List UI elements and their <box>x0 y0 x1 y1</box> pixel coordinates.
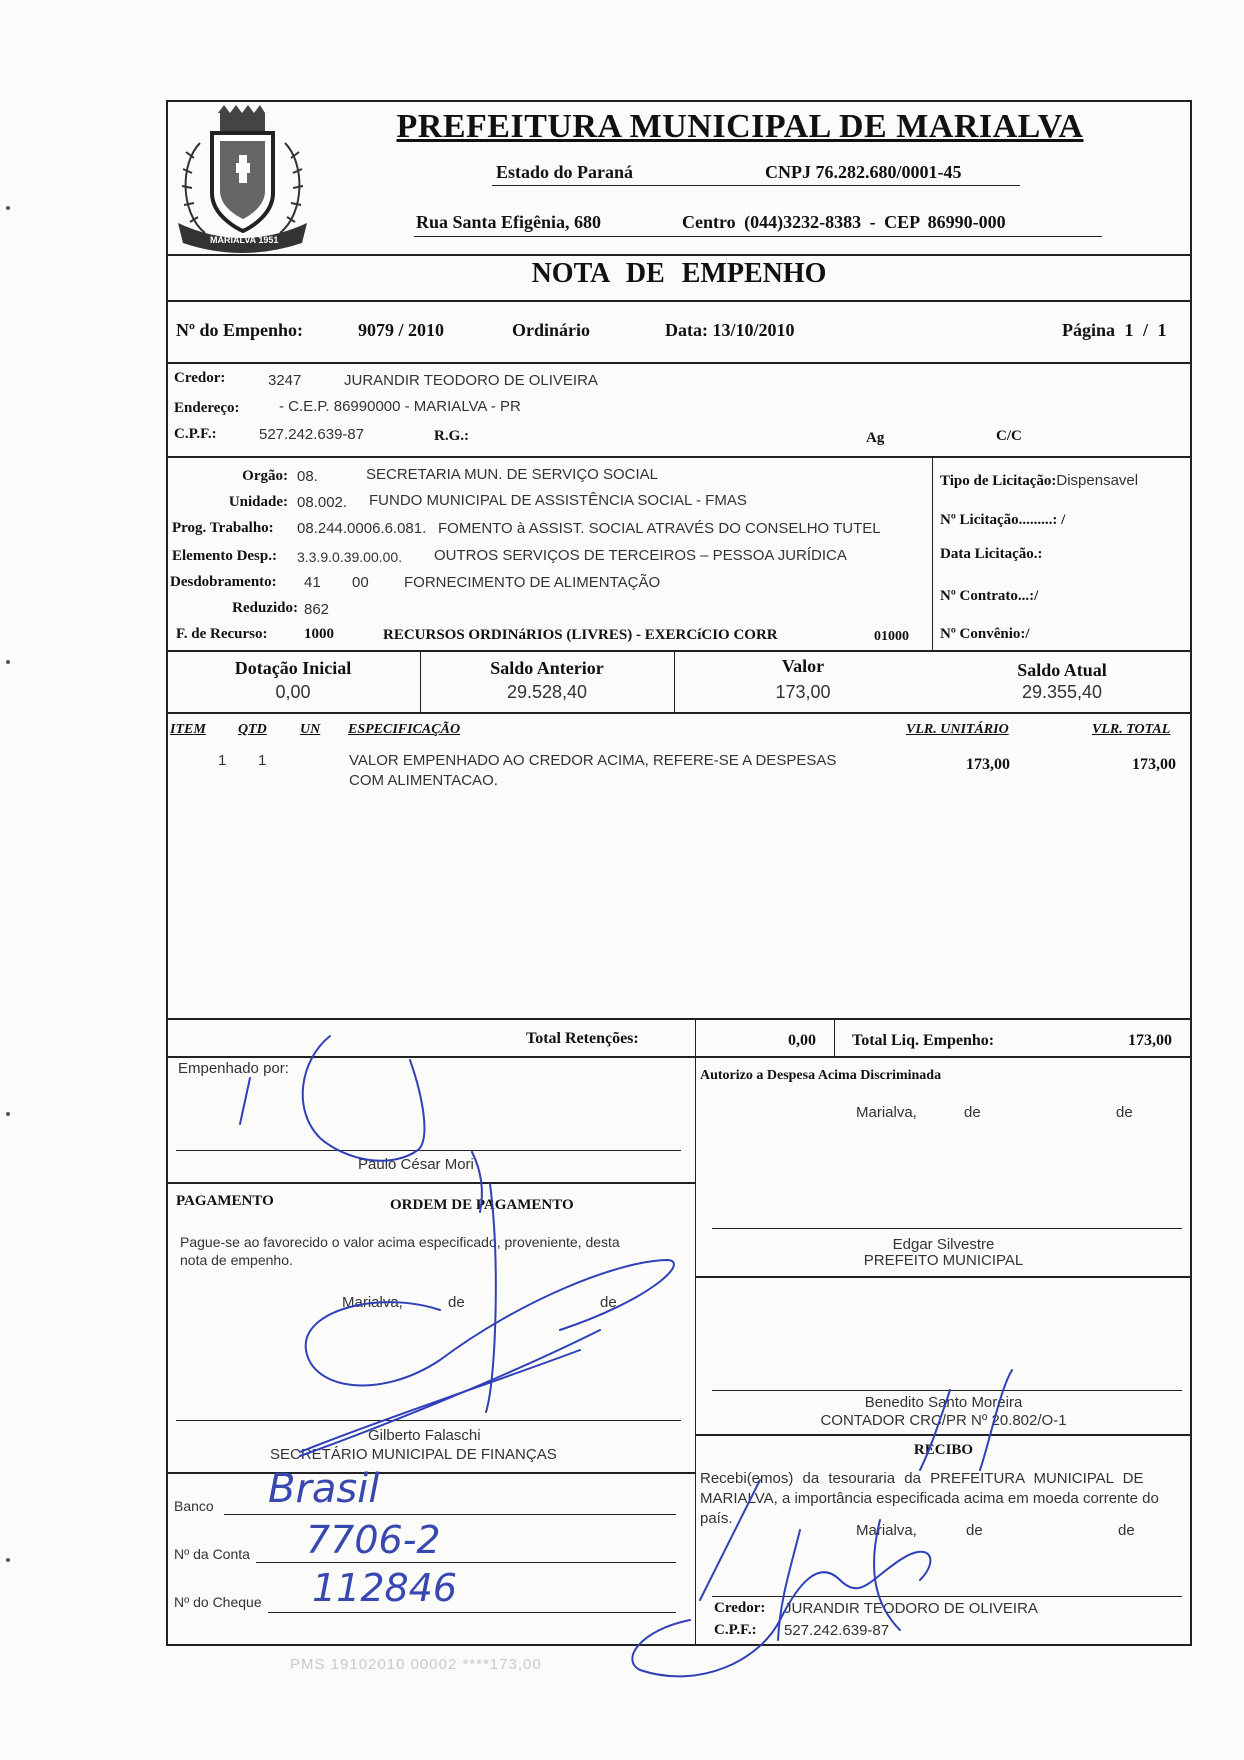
dotacao-value: 0,00 <box>275 682 311 702</box>
contrato-number: Nº Contrato...:/ <box>940 588 1039 604</box>
recibo-de1: de <box>966 1522 983 1539</box>
autorizo-de1: de <box>964 1104 981 1121</box>
item-spec-line2: COM ALIMENTACAO. <box>349 772 498 789</box>
reduzido-value: 862 <box>304 601 330 618</box>
col-vlr-total: VLR. TOTAL <box>1092 722 1171 737</box>
footer-stamp: PMS 19102010 00002 ****173,00 <box>290 1656 542 1673</box>
empenhado-signer: Paulo César Mori <box>358 1156 474 1173</box>
orgao-desc: SECRETARIA MUN. DE SERVIÇO SOCIAL <box>366 466 659 483</box>
elemento-code: 3.3.9.0.39.00.00. <box>297 549 403 565</box>
credor-code: 3247 <box>268 372 302 389</box>
credor-label: Credor: <box>174 370 226 386</box>
item-vlr-total: 173,00 <box>1132 756 1176 773</box>
banco-label: Banco <box>174 1498 214 1514</box>
valor-label: Valor <box>781 656 825 676</box>
unidade-desc: FUNDO MUNICIPAL DE ASSISTÊNCIA SOCIAL - FMAS <box>369 492 747 509</box>
desdob-desc: FORNECIMENTO DE ALIMENTAÇÃO <box>404 574 661 591</box>
item-qtd: 1 <box>258 752 267 769</box>
saldo-anterior-label: Saldo Anterior <box>490 658 604 678</box>
fonte-desc: RECURSOS ORDINáRIOS (LIVRES) - EXERCíCIO CORR <box>383 627 778 643</box>
scan-mark <box>6 1112 10 1116</box>
recibo-line2: MARIALVA, a importância especificada acima em moeda corrente do <box>700 1490 1159 1507</box>
retencoes-value: 0,00 <box>788 1032 816 1049</box>
cc-label: C/C <box>996 428 1022 444</box>
pagamento-signer: Gilberto Falaschi <box>368 1427 481 1444</box>
tipo-licitacao <box>940 472 1138 490</box>
saldo-atual-label: Saldo Atual <box>1017 660 1107 680</box>
fonte-code: 1000 <box>304 626 334 642</box>
empenho-type: Ordinário <box>512 320 591 340</box>
recibo-title: RECIBO <box>913 1442 974 1458</box>
recibo-cpf-value: 527.242.639-87 <box>784 1622 890 1639</box>
endereco-label: Endereço: <box>174 400 240 416</box>
document-title: NOTA DE EMPENHO <box>531 258 827 289</box>
unidade-code: 08.002. <box>297 494 348 511</box>
recibo-line1: Recebi(emos) da tesouraria da PREFEITURA MUNICIPAL DE <box>700 1470 1144 1487</box>
saldo-atual-value: 29.355,40 <box>1021 682 1103 702</box>
elemento-label: Elemento Desp.: <box>172 548 277 564</box>
scan-mark <box>6 206 10 210</box>
cheque-handwritten: 112846 <box>312 1566 458 1610</box>
autorizo-title: Autorizo a Despesa Acima Discriminada <box>700 1068 942 1083</box>
tipo-licitacao-value: Dispensavel <box>1056 472 1139 489</box>
header-title: PREFEITURA MUNICIPAL DE MARIALVA <box>396 108 1084 145</box>
recibo-credor-label: Credor: <box>714 1600 766 1616</box>
conta-handwritten: 7706-2 <box>306 1518 441 1562</box>
saldo-anterior-value: 29.528,40 <box>506 682 588 702</box>
item-vlr-unitario: 173,00 <box>966 756 1010 773</box>
municipal-seal <box>170 103 315 255</box>
prog-desc: FOMENTO à ASSIST. SOCIAL ATRAVÉS DO CONSELHO TUTEL <box>438 520 881 537</box>
header-address: Rua Santa Efigênia, 680 <box>416 212 602 232</box>
licitacao-date: Data Licitação.: <box>940 546 1043 562</box>
licitacao-number: Nº Licitação.........: / <box>940 512 1066 528</box>
cpf-value: 527.242.639-87 <box>259 426 365 443</box>
item-spec-line1: VALOR EMPENHADO AO CREDOR ACIMA, REFERE-SE A DESPESAS <box>349 752 837 769</box>
header-contact: Centro (044)3232-8383 - CEP 86990-000 <box>682 212 1006 232</box>
credor-name: JURANDIR TEODORO DE OLIVEIRA <box>344 372 598 389</box>
scan-mark <box>6 1558 10 1562</box>
empenho-date: Data: 13/10/2010 <box>665 320 795 340</box>
pagamento-de2: de <box>600 1294 617 1311</box>
col-vlr-unitario: VLR. UNITÁRIO <box>906 722 1009 737</box>
pagamento-label: PAGAMENTO <box>176 1193 274 1209</box>
prog-label: Prog. Trabalho: <box>172 520 274 536</box>
autorizo-place: Marialva, <box>856 1104 917 1121</box>
liq-label: Total Liq. Empenho: <box>852 1032 995 1049</box>
autorizo-de2: de <box>1116 1104 1133 1121</box>
pagamento-text-1: Pague-se ao favorecido o valor acima especificado, proveniente, desta <box>180 1234 620 1250</box>
tipo-licitacao-label: Tipo de Licitação: <box>940 473 1057 489</box>
valor-value: 173,00 <box>775 682 831 702</box>
pagamento-text-2: nota de empenho. <box>180 1252 293 1268</box>
unidade-label: Unidade: <box>228 494 288 510</box>
desdob-code1: 41 <box>304 574 321 591</box>
ordem-pagamento-title: ORDEM DE PAGAMENTO <box>390 1197 574 1213</box>
pagamento-place: Marialva, <box>342 1294 403 1311</box>
contador-role: CONTADOR CRC/PR Nº 20.802/O-1 <box>820 1412 1067 1429</box>
autorizo-role: PREFEITO MUNICIPAL <box>863 1252 1024 1269</box>
pagamento-role: SECRETÁRIO MUNICIPAL DE FINANÇAS <box>270 1446 557 1463</box>
header-cnpj: CNPJ 76.282.680/0001-45 <box>765 162 962 182</box>
desdob-code2: 00 <box>352 574 369 591</box>
dotacao-label: Dotação Inicial <box>234 658 352 678</box>
header-state: Estado do Paraná <box>496 162 634 182</box>
cpf-label: C.P.F.: <box>174 426 217 442</box>
empenho-number: 9079 / 2010 <box>358 320 445 340</box>
col-un: UN <box>300 722 321 737</box>
ag-label: Ag <box>866 430 885 446</box>
retencoes-label: Total Retenções: <box>526 1030 639 1047</box>
col-qtd: QTD <box>238 722 267 737</box>
prog-code: 08.244.0006.6.081. <box>297 520 427 537</box>
desdob-label: Desdobramento: <box>170 574 277 590</box>
convenio-number: Nº Convênio:/ <box>940 626 1030 642</box>
col-especificacao: ESPECIFICAÇÃO <box>348 722 461 737</box>
liq-value: 173,00 <box>1128 1032 1172 1049</box>
autorizo-signer: Edgar Silvestre <box>892 1236 995 1253</box>
empenho-label: Nº do Empenho: <box>176 320 303 340</box>
pagamento-de1: de <box>448 1294 465 1311</box>
empenhado-label: Empenhado por: <box>178 1060 289 1077</box>
recibo-place: Marialva, <box>856 1522 917 1539</box>
page-number: Página 1 / 1 <box>1062 320 1167 340</box>
orgao-label: Orgão: <box>242 468 288 484</box>
col-item: ITEM <box>170 722 206 737</box>
seal-banner-text: MARIALVA 1951 <box>210 235 279 245</box>
recibo-credor-value: JURANDIR TEODORO DE OLIVEIRA <box>784 1600 1038 1617</box>
orgao-code: 08. <box>297 468 318 485</box>
scan-mark <box>6 660 10 664</box>
rg-label: R.G.: <box>434 428 469 444</box>
recibo-line3: país. <box>700 1510 733 1527</box>
contador-signer: Benedito Santo Moreira <box>864 1394 1023 1411</box>
item-number: 1 <box>218 752 227 769</box>
cheque-label: Nº do Cheque <box>174 1594 262 1610</box>
elemento-desc: OUTROS SERVIÇOS DE TERCEIROS – PESSOA JURÍDICA <box>434 547 847 564</box>
fonte-label: F. de Recurso: <box>176 626 268 642</box>
recibo-cpf-label: C.P.F.: <box>714 1622 757 1638</box>
recibo-de2: de <box>1118 1522 1135 1539</box>
reduzido-label: Reduzido: <box>232 600 298 616</box>
endereco-value: - C.E.P. 86990000 - MARIALVA - PR <box>279 398 521 415</box>
fonte-code2: 01000 <box>874 629 909 644</box>
conta-label: Nº da Conta <box>174 1546 250 1562</box>
banco-handwritten: Brasil <box>268 1466 380 1512</box>
